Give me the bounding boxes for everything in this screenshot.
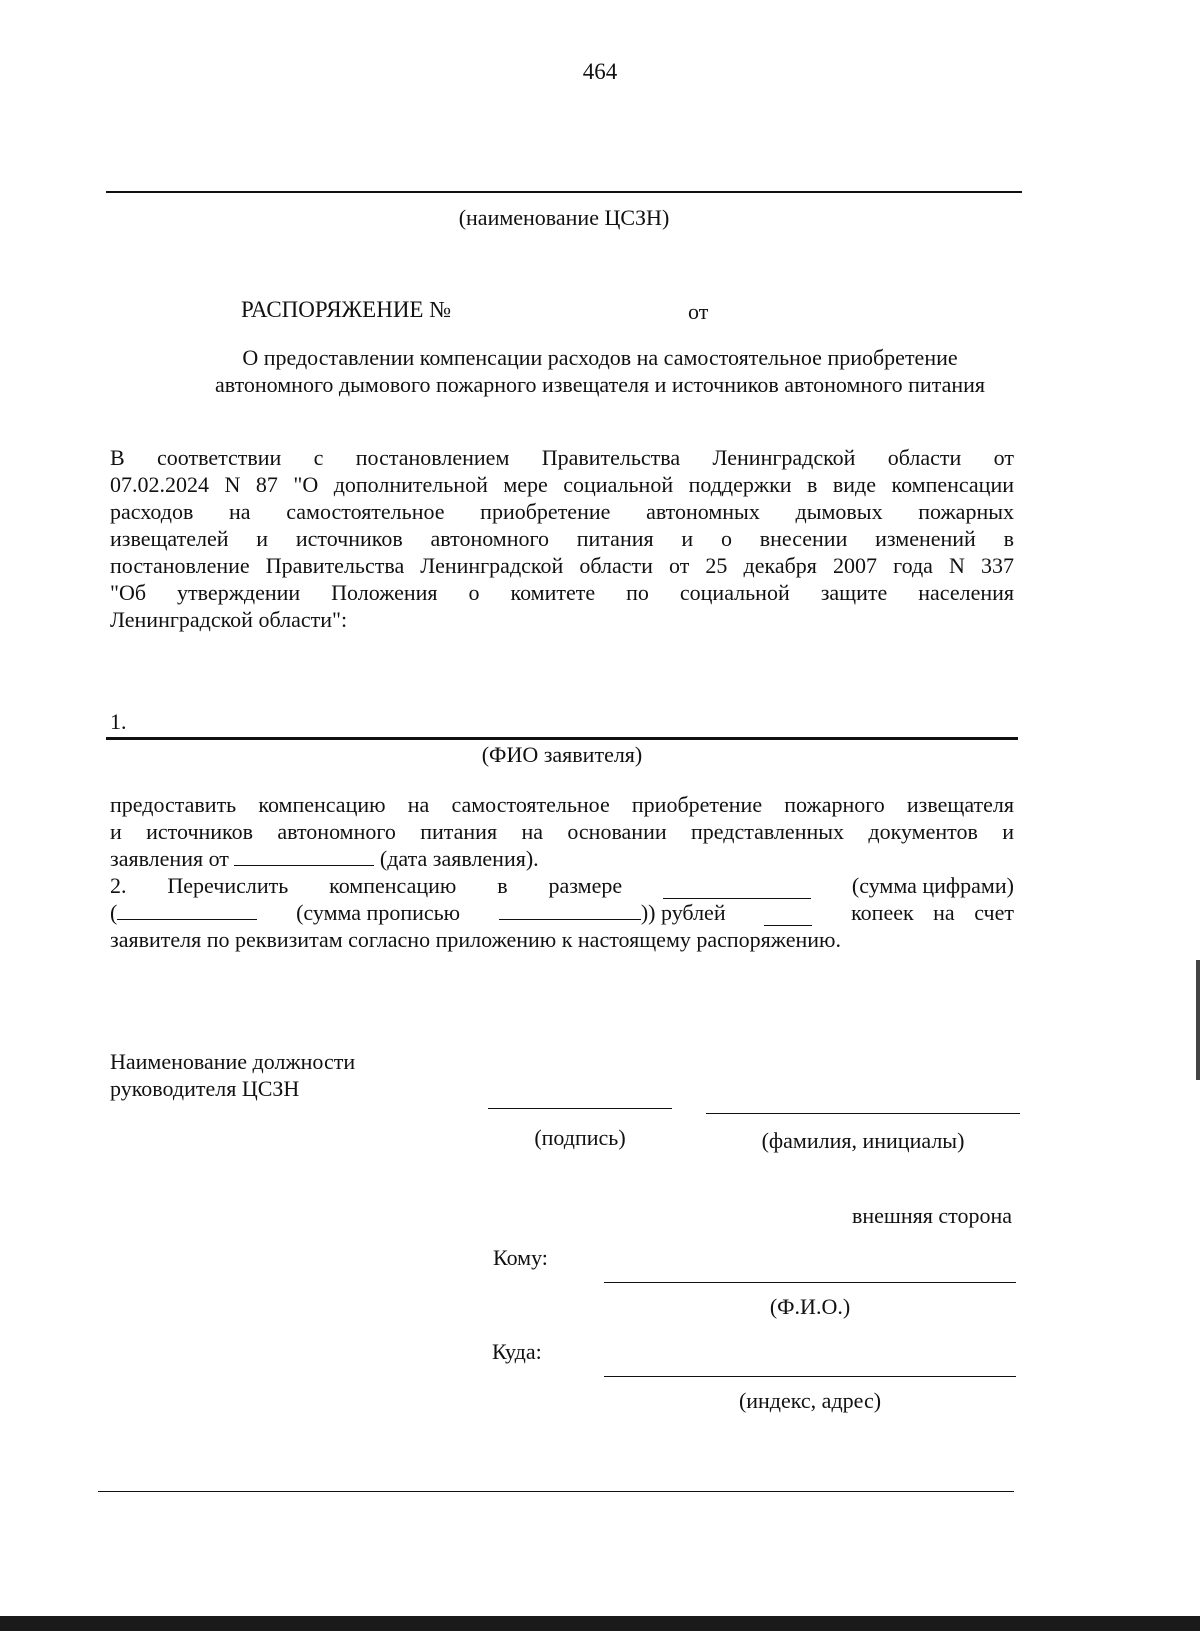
position-title-line-1: Наименование должности bbox=[110, 1049, 356, 1074]
basis-line: постановление Правительства Ленинградской области от 25 декабря 2007 года N 337 bbox=[110, 553, 1014, 578]
item-2-line-2 bbox=[110, 899, 1014, 926]
address-label: Куда: bbox=[492, 1339, 542, 1364]
basis-line: 07.02.2024 N 87 "О дополнительной мере социальной поддержки в виде компенсации bbox=[110, 472, 1014, 497]
item-2-number: 2. bbox=[110, 873, 127, 898]
item-1-line-3 bbox=[110, 845, 1014, 872]
recipient-line bbox=[604, 1282, 1016, 1283]
item-1-number: 1. bbox=[110, 709, 127, 734]
close-paren-rubles: )) рублей bbox=[640, 900, 726, 925]
basis-line: В соответствии с постановлением Правительства Ленинградской области от bbox=[110, 445, 1014, 470]
signature-caption: (подпись) bbox=[534, 1125, 626, 1150]
item-2-line-1 bbox=[110, 872, 1014, 899]
outer-side-label: внешняя сторона bbox=[851, 1203, 1012, 1228]
basis-paragraph bbox=[110, 444, 1014, 633]
basis-line: Ленинградской области": bbox=[110, 607, 348, 632]
item-2-text bbox=[110, 872, 1014, 953]
item-2-group-1 bbox=[110, 899, 257, 926]
signature-line bbox=[488, 1108, 672, 1109]
application-date-caption: (дата заявления). bbox=[379, 846, 539, 871]
item-2-group-2 bbox=[499, 899, 726, 926]
item-1-line: и источников автономного питания на основании представленных документов и bbox=[110, 819, 1014, 844]
org-name-line bbox=[106, 191, 1022, 193]
item-1-text bbox=[110, 791, 1014, 872]
order-date-word: от bbox=[688, 299, 709, 324]
subject-line-2: автономного дымового пожарного извещателя и источников автономного питания bbox=[214, 372, 986, 397]
sum-words-caption: (сумма прописью bbox=[296, 900, 461, 925]
order-title: РАСПОРЯЖЕНИЕ № bbox=[241, 297, 452, 322]
scan-bottom-band bbox=[0, 1616, 1200, 1631]
surname-line bbox=[706, 1113, 1020, 1114]
sum-words-blank-2 bbox=[499, 901, 641, 920]
recipient-caption: (Ф.И.О.) bbox=[769, 1294, 851, 1319]
recipient-label: Кому: bbox=[493, 1245, 548, 1270]
applicant-name-caption: (ФИО заявителя) bbox=[481, 742, 643, 767]
application-date-blank bbox=[234, 847, 374, 866]
word-in: в bbox=[497, 873, 508, 898]
kopecks-to-account: копеек на счет bbox=[851, 900, 1014, 925]
word-transfer: Перечислить bbox=[167, 873, 289, 898]
kopecks-blank bbox=[764, 907, 812, 926]
sum-words-blank-1 bbox=[117, 901, 257, 920]
position-title-line-2: руководителя ЦСЗН bbox=[110, 1076, 300, 1101]
address-caption: (индекс, адрес) bbox=[738, 1388, 882, 1413]
word-size: размере bbox=[548, 873, 623, 898]
org-name-caption: (наименование ЦСЗН) bbox=[458, 205, 670, 230]
sum-digits-caption: (сумма цифрами) bbox=[851, 873, 1014, 898]
address-line bbox=[604, 1376, 1016, 1377]
basis-line: извещателей и источников автономного питания и о внесении изменений в bbox=[110, 526, 1014, 551]
applicant-name-line bbox=[106, 737, 1018, 740]
word-compensation: компенсацию bbox=[329, 873, 457, 898]
basis-line: "Об утверждении Положения о комитете по социальной защите населения bbox=[110, 580, 1014, 605]
basis-line: расходов на самостоятельное приобретение автономных дымовых пожарных bbox=[110, 499, 1014, 524]
cut-line bbox=[98, 1491, 1014, 1492]
open-paren: ( bbox=[110, 900, 118, 925]
scan-edge-mark bbox=[1196, 960, 1200, 1080]
item-1-line: предоставить компенсацию на самостоятельное приобретение пожарного извещателя bbox=[110, 792, 1014, 817]
sum-digits-blank bbox=[663, 880, 811, 899]
subject-line-1: О предоставлении компенсации расходов на самостоятельное приобретение bbox=[242, 345, 958, 370]
surname-caption: (фамилия, инициалы) bbox=[761, 1128, 965, 1153]
item-2-line-3: заявителя по реквизитам согласно приложению к настоящему распоряжению. bbox=[110, 927, 841, 952]
page-number: 464 bbox=[582, 59, 618, 84]
application-from-label: заявления от bbox=[110, 846, 229, 871]
